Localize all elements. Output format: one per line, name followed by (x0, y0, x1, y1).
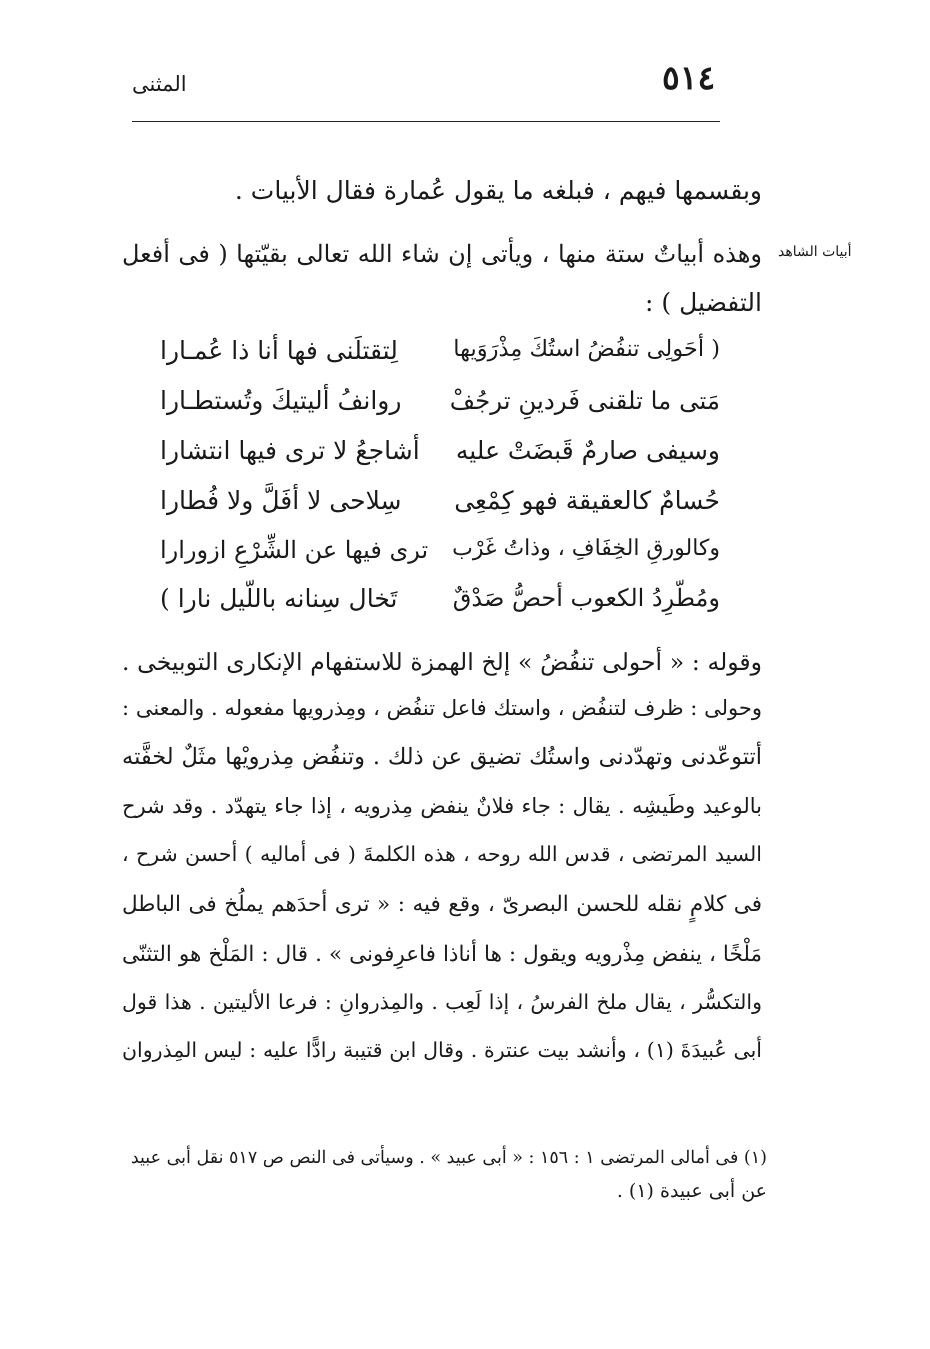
intro-line: وهذه أبياتٌ ستة منها ، ويأتى إن شاء الله تعالى بقيّتها ( فى أفعل (122, 240, 762, 268)
verse-line (160, 386, 720, 426)
running-title: المثنى (132, 72, 187, 96)
body-line: فى كلامٍ نقله للحسن البصرىّ ، وقع فيه : « ترى أحدَهم يملُخ فى الباطل (122, 892, 762, 917)
body-line: أبى عُبيدَةَ (١) ، وأنشد بيت عنترة . وقال ابن قتيبة رادًّا عليه : ليس المِذروان (122, 1038, 762, 1062)
verse-second-hemistich: لِتقتلَنى فها أنا ذا عُمـارا (160, 336, 398, 365)
body-line: والتكسُّر ، يقال ملخ الفرسُ ، إذا لَعِب . والمِذروانِ : فرعا الأليتين . هذا قول (122, 990, 762, 1014)
verse-first-hemistich: ومُطّرِدُ الكعوب أحصُّ صَدْقٌ (452, 584, 720, 612)
body-line: السيد المرتضى ، قدس الله روحه ، هذه الكلمةَ ( فى أماليه ) أحسن شرح ، (122, 842, 762, 866)
verse-second-hemistich: ترى فيها عن الشِّرْعِ ازورارا (160, 536, 429, 564)
body-line: وقوله : « أحولى تنفُضُ » إلخ الهمزة للاستفهام الإنكارى التوبيخى . (122, 648, 762, 676)
page-number: ٥١٤ (662, 58, 716, 97)
verse-line (160, 436, 720, 476)
verse-second-hemistich: أشاجعُ لا ترى فيها انتشارا (160, 436, 420, 465)
verse-second-hemistich: تَخال سِنانه باللّيل نارا ) (160, 584, 398, 613)
body-line: مَلْخًا ، ينفض مِذْرويه ويقول : ها أناذا فاعرِفونى » . قال : المَلْخ هو التثنّى (122, 942, 762, 967)
verse-line (160, 536, 720, 576)
footnote-line: (١) فى أمالى المرتضى ١ : ١٥٦ : « أبى عبيد » . وسيأتى فى النص ص ٥١٧ نقل أبى عبيد (130, 1148, 767, 1168)
verse-first-hemistich: مَتى ما تلقنى فَردينِ ترجُفْ (449, 386, 720, 415)
body-line: بالوعيد وطَيشِه . يقال : جاء فلانٌ ينفض مِذرويه ، إذا جاء يتهدّد . وقد شرح (122, 794, 762, 818)
verse-first-hemistich: وسيفى صارمٌ قَبضَتْ عليه (455, 436, 720, 465)
body-line: وحولى : ظرف لتنفُض ، واستك فاعل تنفُض ، ومِذرويها مفعوله . والمعنى : (122, 696, 762, 720)
verse-second-hemistich: روانفُ أليتيكَ وتُستطـارا (160, 386, 402, 415)
verse-line (160, 486, 720, 526)
body-line: أتتوعّدنى وتهدّدنى واستُك تضيق عن ذلك . وتنفُض مِذرويْها مثَلٌ لخفَّته (122, 744, 762, 770)
verse-line (160, 336, 720, 376)
intro-line: التفضيل ) : (645, 288, 762, 317)
verse-first-hemistich: ( أحَولِى تنفُضُ استُكَ مِذْرَوَيها (453, 336, 720, 362)
footnote-line: عن أبى عبيدة (١) . (616, 1180, 767, 1202)
verse-line (160, 584, 720, 624)
verse-second-hemistich: سِلاحى لا أفَلَّ ولا فُطارا (160, 486, 402, 515)
header-rule (132, 121, 720, 122)
verse-first-hemistich: حُسامٌ كالعقيقة فهو كِمْعِى (454, 486, 720, 515)
margin-note: أبيات الشاهد (778, 244, 852, 260)
verse-first-hemistich: وكالورقِ الخِفَافِ ، وذاتُ غَرْب (452, 536, 720, 561)
intro-line: وبقسمها فيهم ، فبلغه ما يقول عُمارة فقال الأبيات . (234, 176, 762, 205)
